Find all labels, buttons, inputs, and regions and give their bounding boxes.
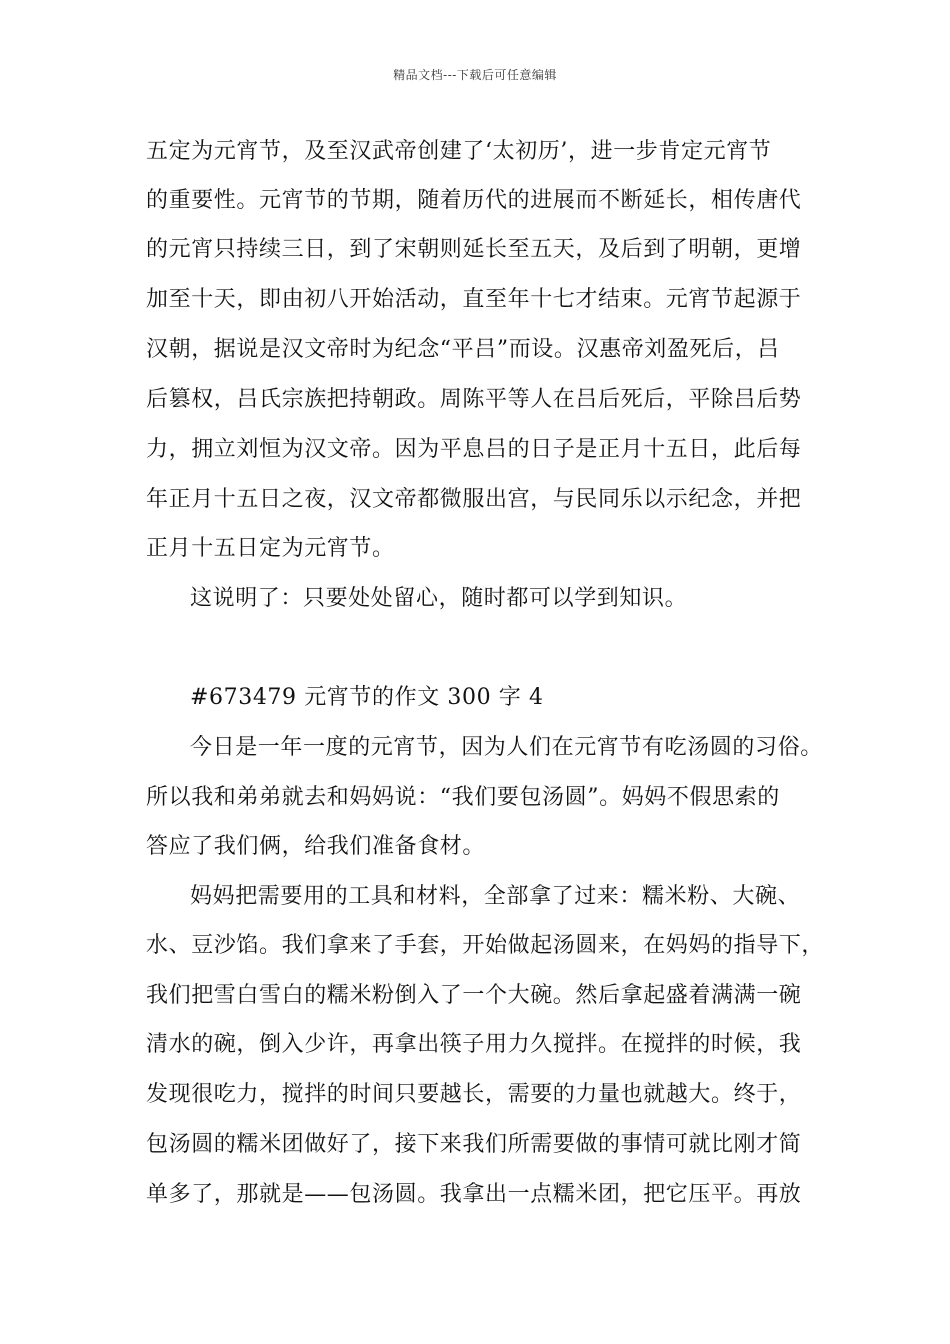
text-line: 清水的碗，倒入少许，再拿出筷子用力久搅拌。在搅拌的时候，我 [146,1032,802,1057]
text-line: 水、豆沙馅。我们拿来了手套，开始做起汤圆来，在妈妈的指导下， [146,933,825,958]
text-line: 发现很吃力，搅拌的时间只要越长，需要的力量也就越大。终于， [146,1082,802,1107]
paragraph-first-line: 这说明了：只要处处留心，随时都可以学到知识。 [190,586,688,611]
text-line: 单多了，那就是——包汤圆。我拿出一点糯米团，把它压平。再放 [146,1182,802,1207]
text-line: 我们把雪白雪白的糯米粉倒入了一个大碗。然后拿起盛着满满一碗 [146,983,802,1008]
text-line: 年正月十五日之夜，汉文帝都微服出宫，与民同乐以示纪念，并把 [146,487,802,512]
text-line: 汉朝，据说是汉文帝时为纪念“平吕”而设。汉惠帝刘盈死后，吕 [146,337,780,362]
text-line: 正月十五日定为元宵节。 [146,536,395,561]
text-line: 所以我和弟弟就去和妈妈说：“我们要包汤圆”。妈妈不假思索的 [146,785,780,810]
text-line: 的元宵只持续三日，到了宋朝则延长至五天，及后到了明朝，更增 [146,237,802,262]
text-line: 包汤圆的糯米团做好了，接下来我们所需要做的事情可就比刚才简 [146,1132,802,1157]
text-line: 答应了我们俩，给我们准备食材。 [146,834,486,859]
text-line: 的重要性。元宵节的节期，随着历代的进展而不断延长，相传唐代 [146,188,802,213]
text-line: 加至十天，即由初八开始活动，直至年十七才结束。元宵节起源于 [146,287,802,312]
text-line: 后篡权，吕氏宗族把持朝政。周陈平等人在吕后死后，平除吕后势 [146,387,802,412]
paragraph-first-line: 今日是一年一度的元宵节，因为人们在元宵节有吃汤圆的习俗。 [190,735,823,760]
section-heading: #673479 元宵节的作文 300 字 4 [190,685,544,710]
paragraph-first-line: 妈妈把需要用的工具和材料，全部拿了过来：糯米粉、大碗、 [190,884,801,909]
page-header: 精品文档---下载后可任意编辑 [393,68,557,82]
text-line: 力，拥立刘恒为汉文帝。因为平息吕的日子是正月十五日，此后每 [146,437,802,462]
text-line: 五定为元宵节，及至汉武帝创建了‘太初历’，进一步肯定元宵节 [146,139,772,164]
